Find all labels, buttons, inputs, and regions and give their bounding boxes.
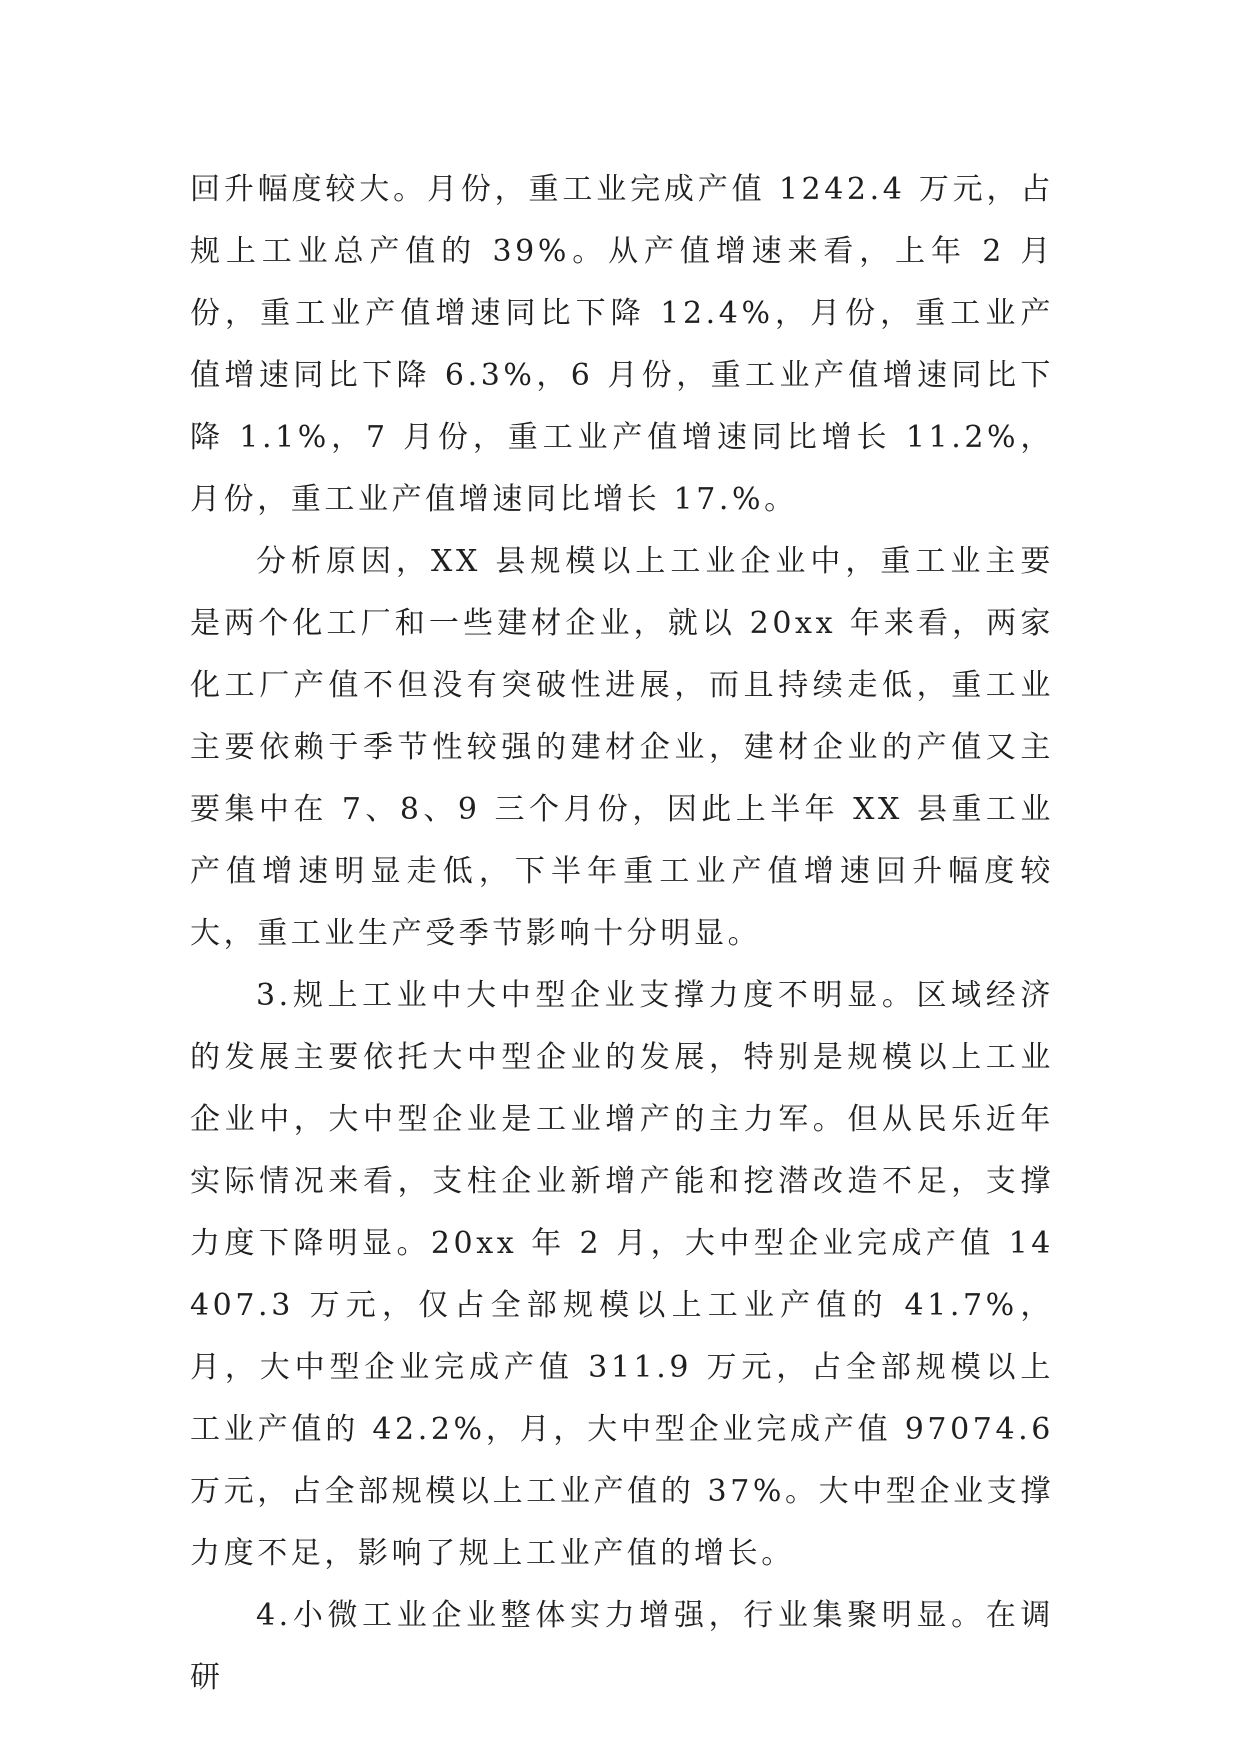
paragraph-large-enterprise-support: 3.规上工业中大中型企业支撑力度不明显。区域经济的发展主要依托大中型企业的发展，特别是规模以上工业企业中，大中型企业是工业增产的主力军。但从民乐近年实际情况来看，支柱企业新增产能和挖潜改造不足，支撑力度下降明显。20xx 年 2 月，大中型企业完成产值 14407.3 万元，仅占全部规模以上工业产值的 41.7%，月，大中型企业完成产值 311.9 万元，占全部规模以上工业产值的 42.2%，月，大中型企业完成产值 97074.6 万元，占全部规模以上工业产值的 37%。大中型企业支撑力度不足，影响了规上工业产值的增长。: [190, 978, 1054, 1571]
paragraph-heavy-industry-growth: 回升幅度较大。月份，重工业完成产值 1242.4 万元，占规上工业总产值的 39%。从产值增速来看，上年 2 月份，重工业产值增速同比下降 12.4%，月份，重工业产值增速同比下降 6.3%，6 月份，重工业产值增速同比下降 1.1%，7 月份，重工业产值增速同比增长 11.2%，月份，重工业产值增速同比增长 17.%。: [190, 172, 1054, 517]
paragraph-cause-analysis: 分析原因，XX 县规模以上工业企业中，重工业主要是两个化工厂和一些建材企业，就以 20xx 年来看，两家化工厂产值不但没有突破性进展，而且持续走低，重工业主要依赖于季节性较强的建材企业，建材企业的产值又主要集中在 7、8、9 三个月份，因此上半年 XX 县重工业产值增速明显走低，下半年重工业产值增速回升幅度较大，重工业生产受季节影响十分明显。: [190, 544, 1054, 951]
document-body: [190, 159, 1054, 1709]
paragraph-small-micro-enterprise: 4.小微工业企业整体实力增强，行业集聚明显。在调研: [190, 1598, 1054, 1695]
